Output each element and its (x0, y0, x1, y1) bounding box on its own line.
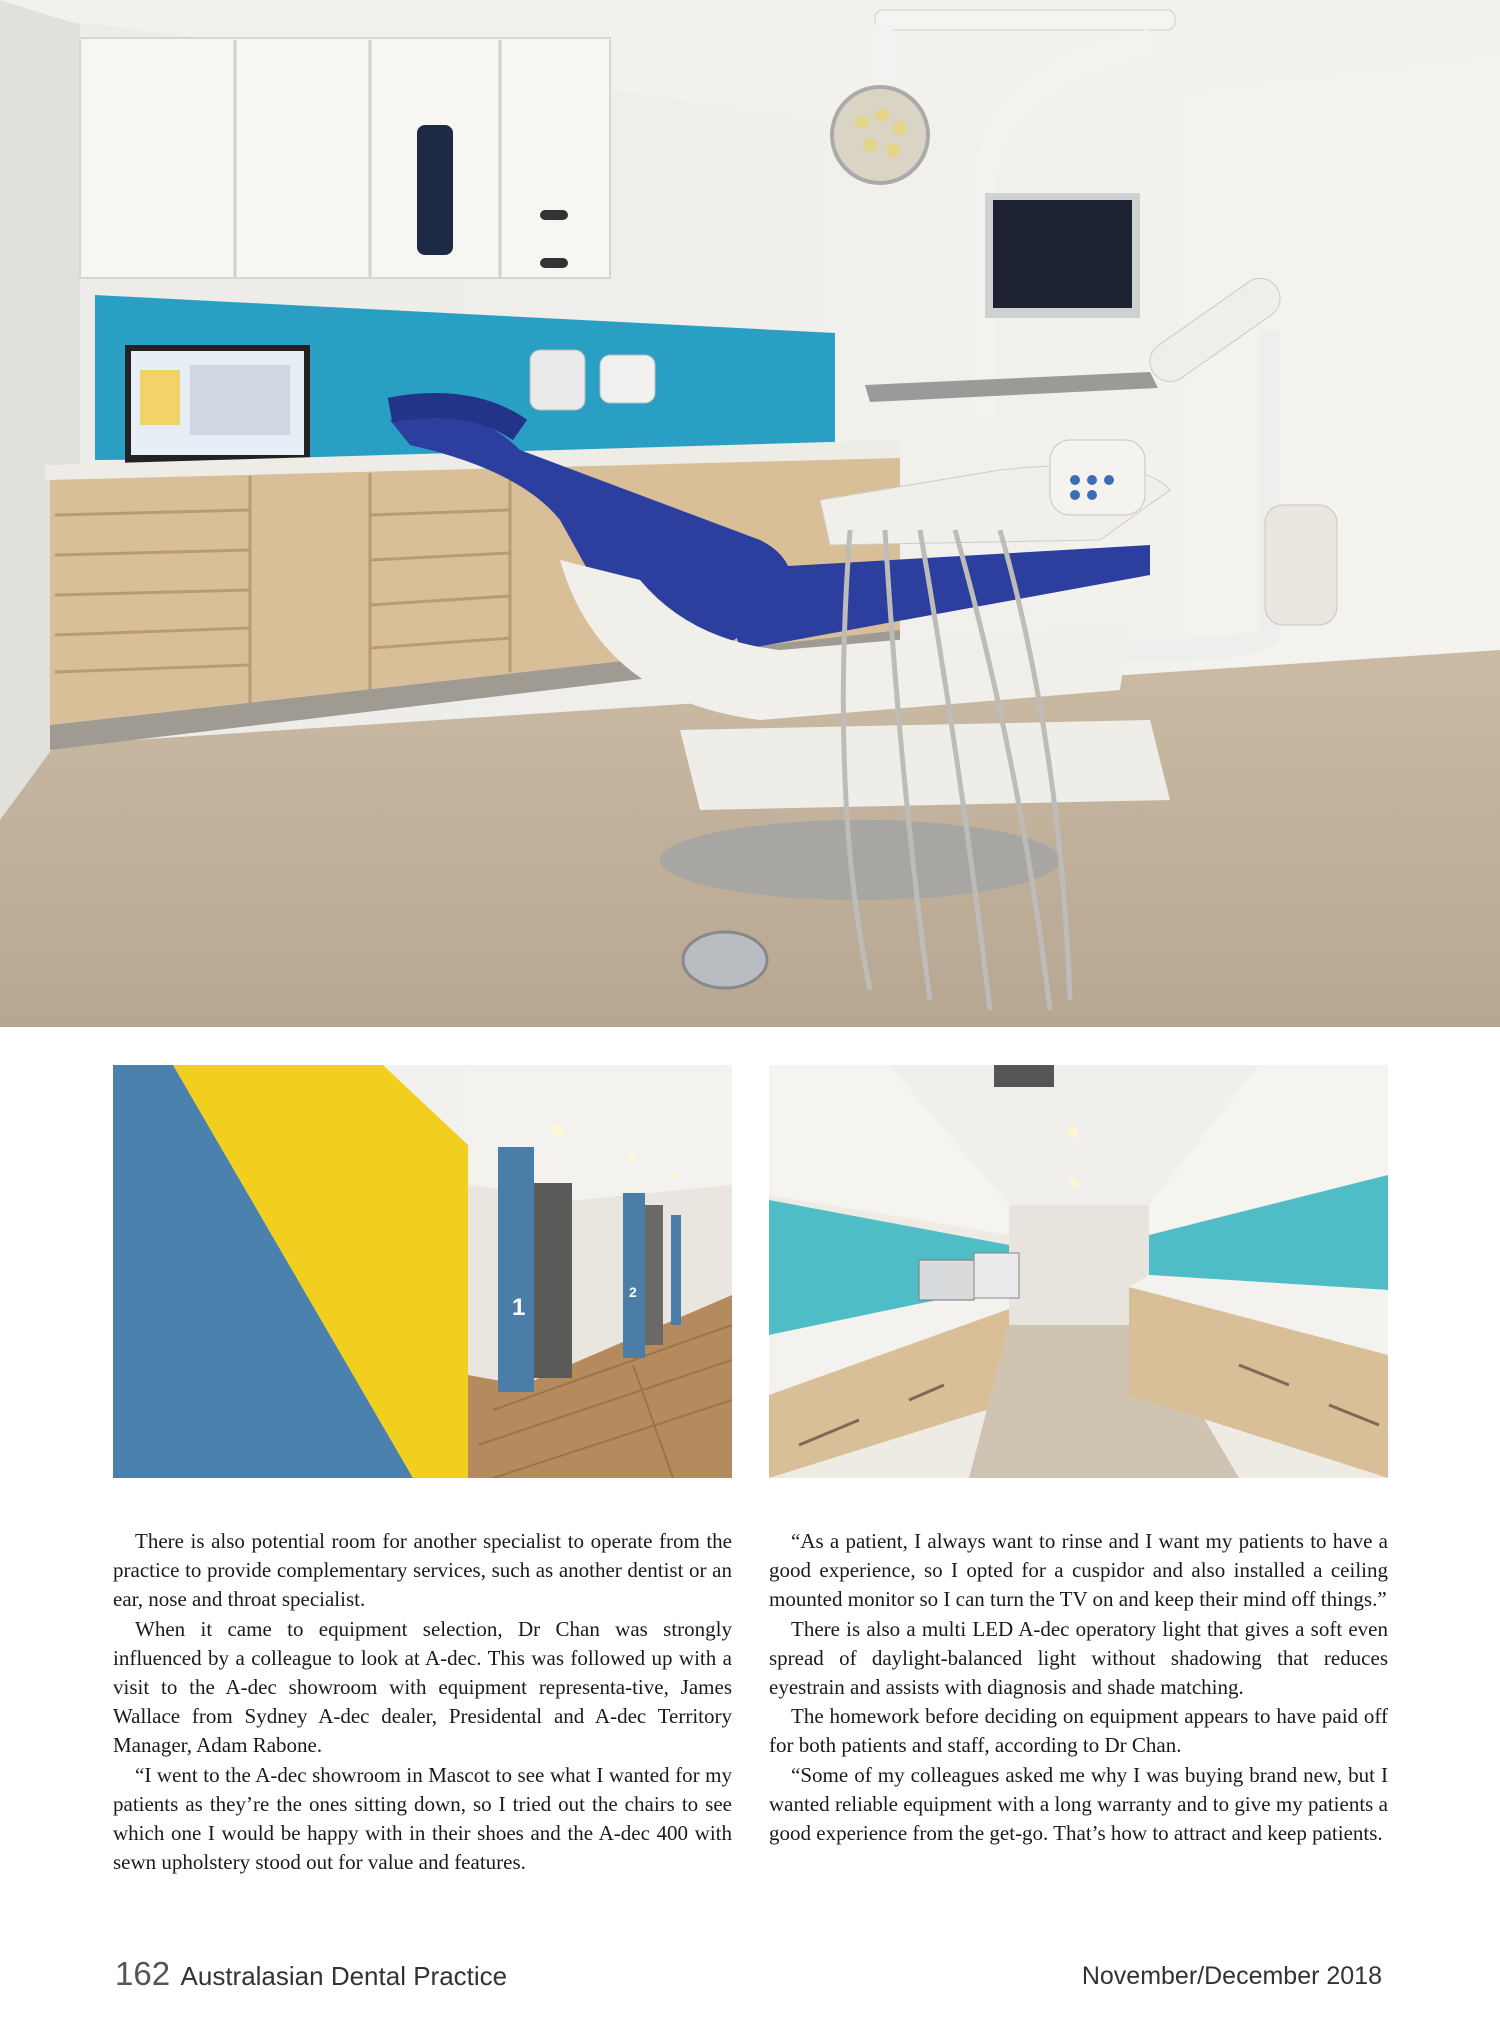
paragraph: “I went to the A-dec showroom in Mascot to see what I wanted for my patients as they’re the ones sitting down, so I tried out the chairs to see which one I would be happy with in their shoes and the A-dec 400 with sewn upholstery stood out for value and features. (113, 1762, 732, 1875)
paragraph: There is also a multi LED A-dec operatory light that gives a soft even spread of daylight-balanced light without shadowing that reduces eyestrain and assists with diagnosis and shade matching. (769, 1616, 1388, 1700)
door-number-2: 2 (629, 1284, 637, 1300)
page-footer (115, 1955, 507, 1993)
paragraph: “As a patient, I always want to rinse and I want my patients to have a good experience, so I opted for a cuspidor and also installed a ceiling mounted monitor so I can turn the TV on and keep their mind off things.” (769, 1529, 1388, 1612)
page-number: 162 (115, 1955, 171, 1992)
article-column-left (113, 1527, 732, 1877)
issue-date: November/December 2018 (1081, 1962, 1382, 1990)
paragraph: The homework before deciding on equipment appears to have paid off for both patients and staff, according to Dr Chan. (769, 1704, 1388, 1758)
corridor-photo (113, 1065, 732, 1478)
article-column-right (769, 1527, 1388, 1848)
door-number-1: 1 (512, 1294, 526, 1321)
paragraph: “Some of my colleagues asked me why I was buying brand new, but I wanted reliable equipment with a long warranty and to give my patients a good experience from the get-go. That’s how to attract and keep patients. (769, 1762, 1388, 1846)
sterilisation-room-photo (769, 1065, 1388, 1478)
magazine-name: Australasian Dental Practice (180, 1961, 508, 1991)
paragraph: When it came to equipment selection, Dr Chan was strongly influenced by a colleague to look at A-dec. This was followed up with a visit to the A-dec showroom with equipment representa-tive, James Wallace from Sydney A-dec dealer, Presidental and A-dec Territory Manager, Adam Rabone. (113, 1616, 732, 1758)
paragraph: There is also potential room for another specialist to operate from the practice to provide complementary services, such as another dentist or an ear, nose and throat specialist. (113, 1529, 732, 1612)
